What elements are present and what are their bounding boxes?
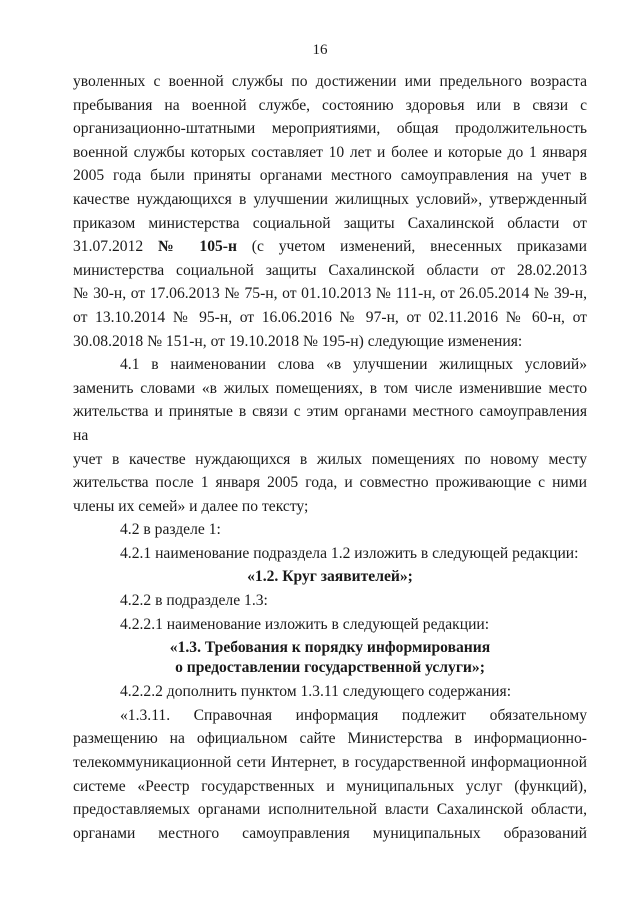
text-line [73,235,587,259]
document-body [73,70,587,845]
text-line: министерства социальной защиты Сахалинской области от 28.02.2013 [73,261,587,279]
text-line: члены их семей» и далее по тексту; [73,497,309,515]
text-line: приказом министерства социальной защиты Сахалинской области от [73,214,587,232]
text-line: жительства после 1 января 2005 года, и совместно проживающие с ними [73,474,587,492]
section-line: 4.2.2.2 дополнить пунктом 1.3.11 следующего содержания: [120,683,512,701]
text-line: 2005 года были приняты органами местного самоуправления на учет в [73,167,587,185]
heading-1-3-line-2: о предоставлении государственной услуги»; [175,659,485,677]
section-line: 4.2.2.1 наименование изложить в следующей редакции: [120,615,490,633]
text-line: телекоммуникационной сети Интернет, в государственной информационной [73,754,587,772]
section-line: 4.2 в разделе 1: [120,521,221,539]
text-line: 30.08.2018 № 151-н, от 19.10.2018 № 195-н) следующие изменения: [73,332,523,350]
text-line: качестве нуждающихся в улучшении жилищных условий», утвержденный [73,190,587,208]
text-line: жительства и принятые в связи с этим органами местного самоуправления на [73,403,587,444]
text-line: 4.1 в наименовании слова «в улучшении жилищных условий» [120,356,587,374]
section-line: 4.2.2 в подразделе 1.3: [120,592,268,610]
text-line: предоставляемых органами исполнительной власти Сахалинской области, [73,801,587,819]
page-number: 16 [312,42,328,58]
order-note: (с учетом изменений, внесенных приказами [251,238,587,256]
section-line: 4.2.1 наименование подраздела 1.2 изложить в следующей редакции: [120,544,579,562]
text-line: системе «Реестр государственных и муниципальных услуг (функций), [73,777,587,795]
order-number-sign: № [157,238,185,256]
text-line: учет в качестве нуждающихся в жилых помещениях по новому месту [73,450,587,468]
text-line: № 30-н, от 17.06.2013 № 75-н, от 01.10.2013 № 111-н, от 26.05.2014 № 39-н, [73,285,587,303]
text-line: органами местного самоуправления муниципальных образований [73,824,587,842]
text-line: заменить словами «в жилых помещениях, в том числе изменившие место [73,379,587,397]
text-line: военной службы которых составляет 10 лет и более и которые до 1 января [73,143,587,161]
heading-1-3-line-1: «1.3. Требования к порядку информирования [169,639,491,657]
order-date: 31.07.2012 [73,238,144,256]
text-line: уволенных с военной службы по достижении ими предельного возраста [73,73,587,90]
text-line: организационно-штатными мероприятиями, общая продолжительность [73,120,587,138]
text-line: «1.3.11. Справочная информация подлежит обязательному [120,706,587,724]
text-line: пребывания на военной службе, состоянию здоровья или в связи с [73,96,587,114]
order-number: 105-н [199,238,237,256]
text-line: от 13.10.2014 № 95-н, от 16.06.2016 № 97-н, от 02.11.2016 № 60-н, от [73,308,587,326]
text-line: размещению на официальном сайте Министерства в информационно- [73,730,587,748]
heading-1-2: «1.2. Круг заявителей»; [247,568,413,586]
